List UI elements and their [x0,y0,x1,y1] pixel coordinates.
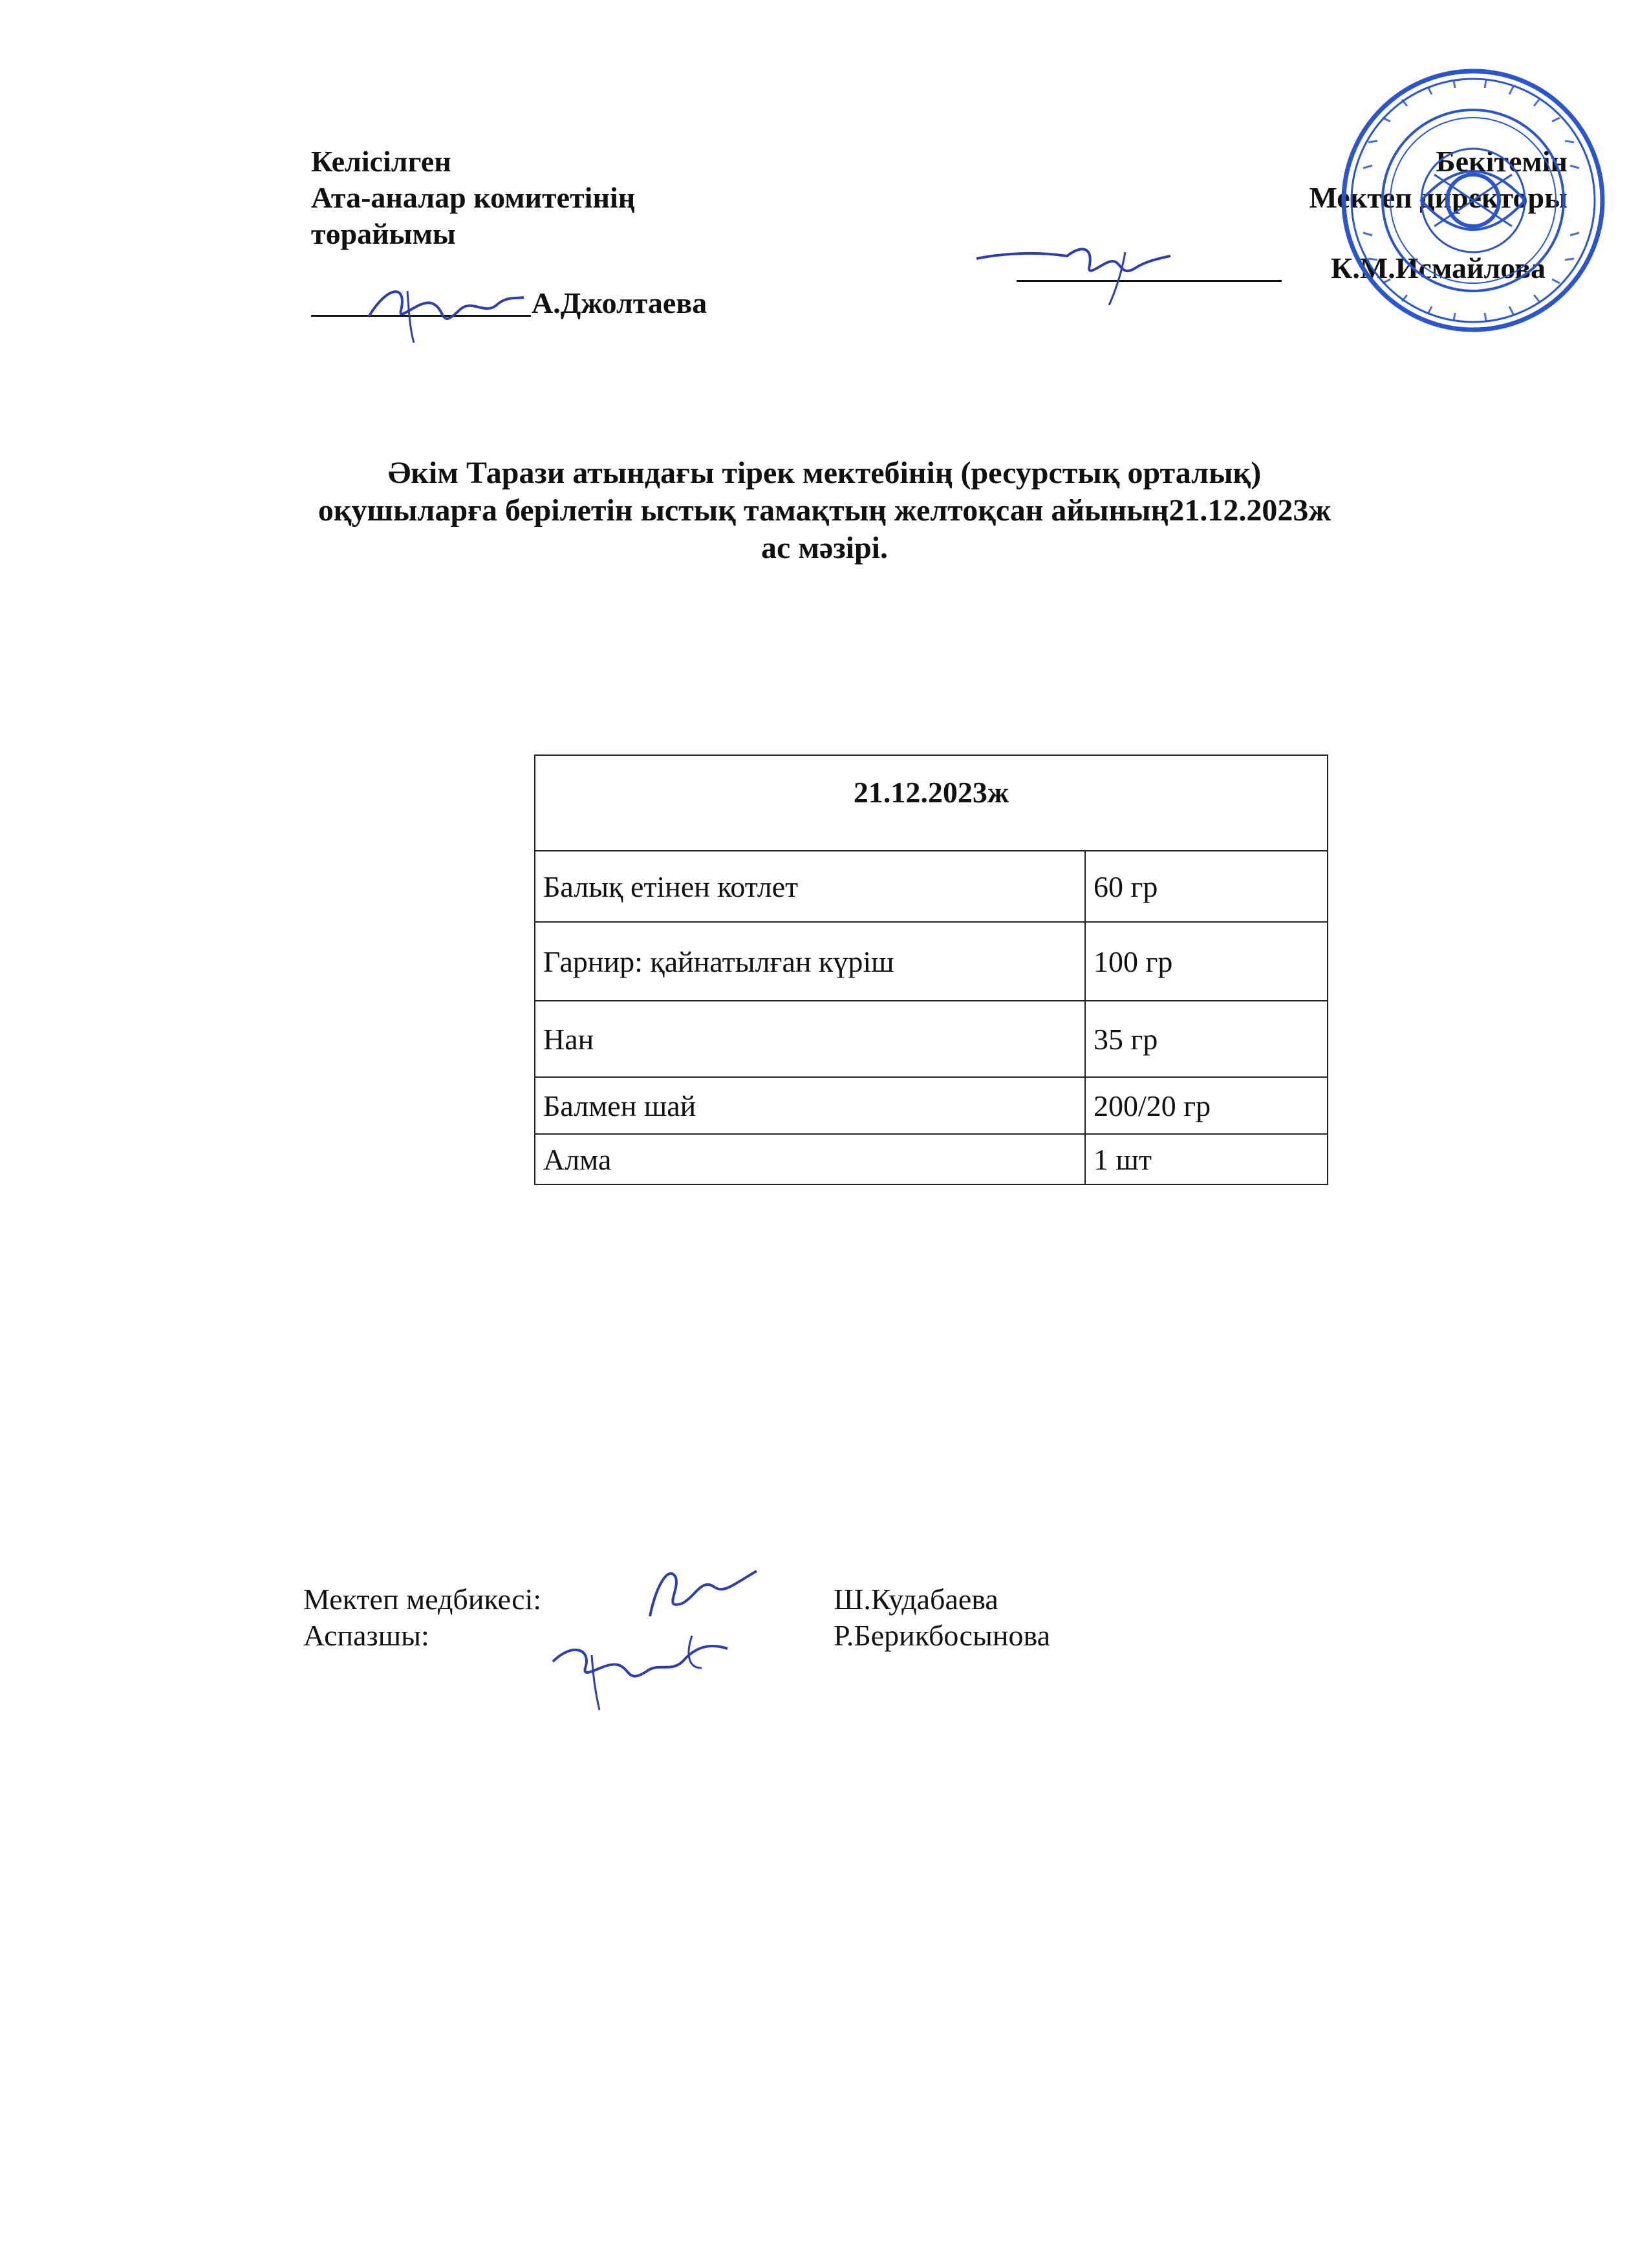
menu-item-amount: 200/20 гр [1085,1077,1328,1134]
right-signature-scribble-icon [970,233,1177,310]
left-signature-scribble-icon [362,272,530,349]
right-signer-name: К.М.Исмайлова [1331,251,1546,284]
committee-label: Ата-аналар комитетінің [311,181,636,214]
menu-item-amount: 100 гр [1085,922,1328,1001]
menu-item-amount: 1 шт [1085,1134,1328,1184]
menu-item-name: Балық етінен котлет [535,851,1085,922]
school-seal-stamp-icon [1337,65,1609,336]
nurse-label: Мектеп медбикесі: [303,1583,542,1616]
menu-item-name: Гарнир: қайнатылған күріш [535,922,1085,1001]
menu-item-amount: 35 гр [1085,1001,1328,1077]
table-row [535,922,1328,1001]
menu-item-name: Алма [535,1134,1085,1184]
cook-name: Р.Берикбосынова [834,1619,1051,1652]
menu-item-name: Балмен шай [535,1077,1085,1134]
table-header-row [535,755,1328,851]
menu-item-amount: 60 гр [1085,851,1328,922]
table-row [535,851,1328,922]
nurse-signature-scribble-icon [637,1558,766,1629]
chair-label: төрайымы [311,217,456,250]
cook-label: Аспазшы: [303,1619,429,1652]
table-row [535,1134,1328,1184]
menu-item-name: Нан [535,1001,1085,1077]
agreed-label: Келісілген [311,145,451,178]
title-line-1: Әкім Тарази атындағы тірек мектебінің (ресурстық орталық) [387,456,1262,490]
title-line-2: оқушыларға берілетін ыстық тамақтың желтоқсан айының21.12.2023ж [318,493,1331,528]
menu-table [534,754,1328,1185]
cook-signature-scribble-icon [546,1629,734,1713]
menu-date: 21.12.2023ж [535,755,1328,851]
table-row [535,1001,1328,1077]
page-title [0,455,1649,567]
table-row [535,1077,1328,1134]
title-line-3: ас мәзірі. [761,531,888,565]
director-label: Мектеп директоры [1309,181,1568,214]
nurse-name: Ш.Кудабаева [834,1583,998,1616]
approval-left-block [311,144,635,252]
left-signer-name: А.Джолтаева [532,286,707,319]
approve-label: Бекітемін [1436,145,1568,178]
